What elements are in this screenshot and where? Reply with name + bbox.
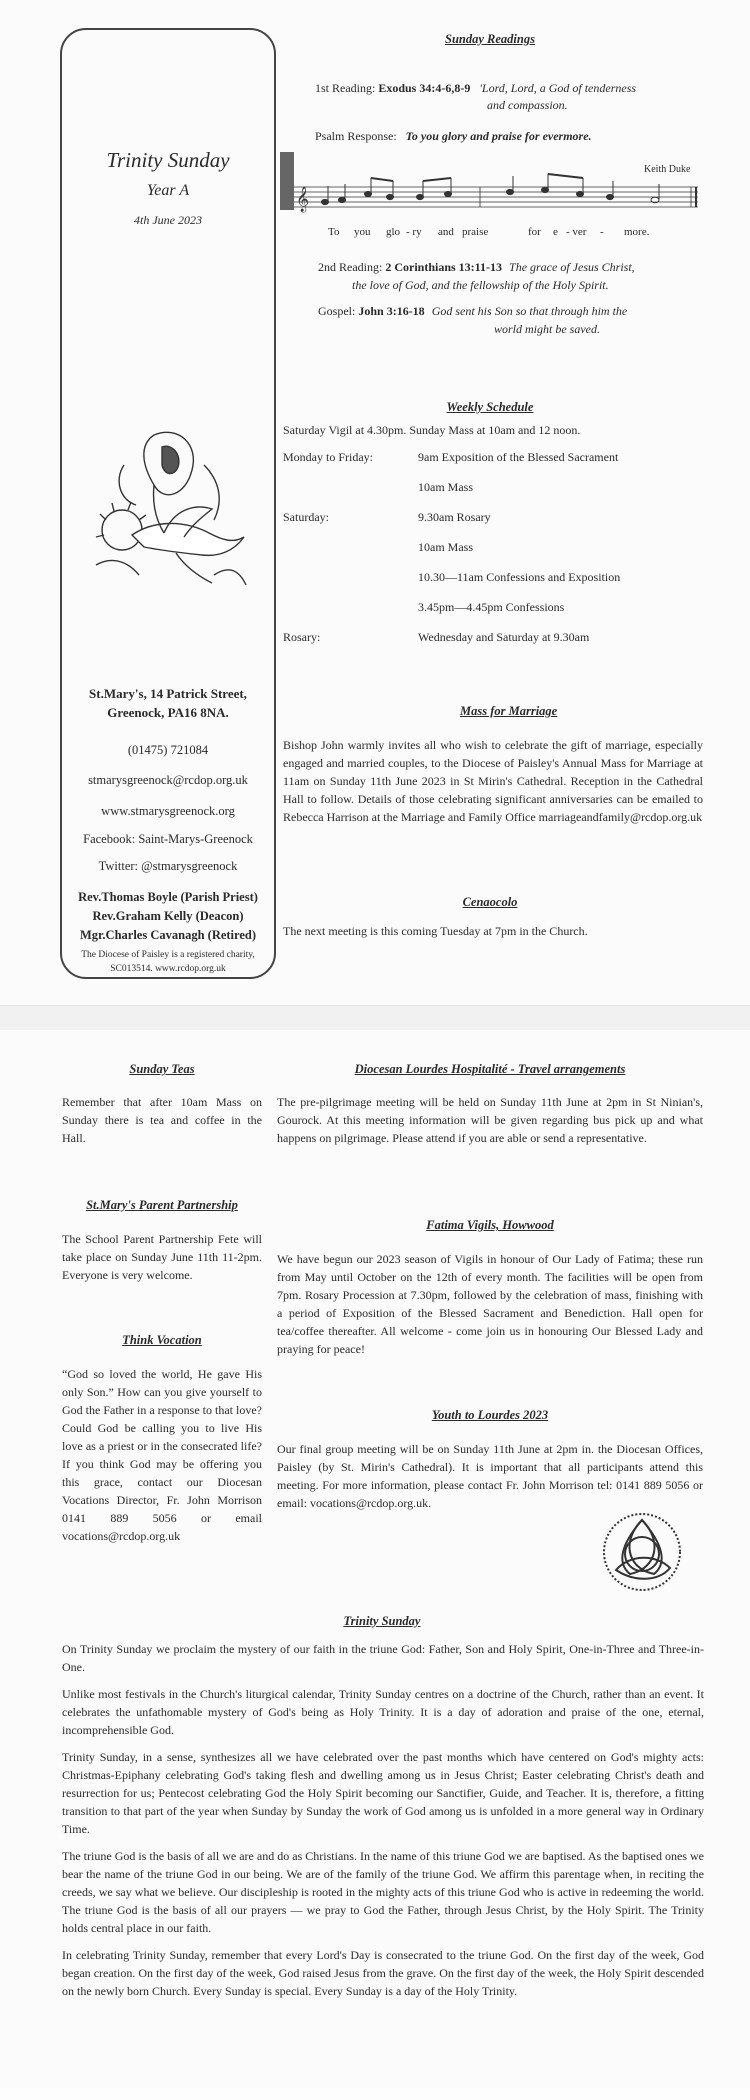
lyric-word: and — [438, 226, 454, 238]
lyric-word: for — [528, 226, 541, 238]
schedule-item: 10.30—11am Confessions and Exposition — [418, 569, 621, 584]
saturday-vigil-line: Saturday Vigil at 4.30pm. Sunday Mass at 10am and 12 noon. — [283, 423, 581, 437]
psalm-label: Psalm Response: — [315, 129, 397, 143]
parish-facebook[interactable]: Facebook: Saint-Marys-Greenock — [83, 832, 253, 846]
trinity-section — [62, 1614, 702, 1629]
weekly-schedule-heading-wrap — [280, 400, 700, 415]
parish-twitter[interactable]: Twitter: @stmarysgreenock — [98, 859, 238, 873]
second-reading-ref: 2 Corinthians 13:11-13 — [385, 260, 503, 274]
lyric-word: - ry — [406, 226, 422, 238]
youth-text: Our final group meeting will be on Sunday 11th June at 2pm in. the Diocesan Offices, Paisley (by St. Mirin's Cathedral). It is important that all participants attend this meeting. For more information, please contact Fr. John Morrison tel: 0141 889 5056 or email: vocations@rcdop.org.uk. — [277, 1442, 703, 1510]
fatima-heading: Fatima Vigils, Howwood — [426, 1218, 554, 1232]
feast-title: Trinity Sunday — [106, 148, 230, 172]
gospel-ref: John 3:16-18 — [358, 304, 425, 318]
schedule-day: Saturday: — [283, 509, 329, 524]
composer: Keith Duke — [644, 164, 691, 175]
sunday-readings-section — [280, 32, 700, 47]
schedule-heading: Weekly Schedule — [446, 400, 534, 414]
lyric-word: more. — [624, 226, 650, 238]
schedule-day — [283, 532, 418, 562]
vocation-section — [62, 1333, 262, 1348]
youth-heading: Youth to Lourdes 2023 — [431, 1408, 549, 1422]
clergy-list — [62, 888, 274, 944]
trinity-knot-icon — [600, 1510, 684, 1594]
trinity-paragraph: The triune God is the basis of all we are and do as Christians. In the name of this triune God we are baptised. As the baptised ones we bear the name of the triune God in our being. We are of the family of the triune God. We affirm this parentage when, in reciting the creeds, we say what we believe. Our discipleship is rooted in the mighty acts of this triune God who is active in redeeming the world. The triune God is the basis of all our prayers — we pray to God the Father, through Jesus Christ, by the Holy Spirit. The Trinity holds central place in our faith. — [62, 1849, 704, 1935]
charity-line-2: SC013514. www.rcdop.org.uk — [110, 964, 226, 975]
schedule-row — [283, 562, 620, 592]
second-reading-text-1: The grace of Jesus Christ, — [509, 260, 635, 274]
gospel-reading — [318, 302, 708, 338]
cenaocolo-heading: Cenaocolo — [462, 895, 518, 909]
second-reading-label: 2nd Reading: — [318, 260, 386, 274]
page-divider — [0, 1005, 750, 1032]
schedule-day — [283, 562, 418, 592]
readings-heading: Sunday Readings — [445, 32, 535, 46]
marriage-section — [280, 704, 700, 719]
trinity-paragraph: Trinity Sunday, in a sense, synthesizes all we have celebrated over the past months which have centered on God's mighty acts: Christmas-Epiphany celebrating God's taking flesh and dwelling among us in Jesus Christ; Easter celebrating Christ's death and resurrection for us; Pentecost celebrating God the Holy Spirit becoming our Sanctifier, Guide, and Teacher. It is, therefore, a fitting transition to that part of the year when Sunday by Sunday the work of God among us is unfolded in a more general way in Ordinary Time. — [62, 1750, 704, 1836]
vocation-text: “God so loved the world, He gave His only Son.” How can you give yourself to God the Father in a response to that love? Could God be calling you to live His love as a priest or in the consecrated life? If you think God may be offering you this grace, contact our Diocesan Vocations Director, Fr. John Morrison 0141 889 5056 or email vocations@rcdop.org.uk — [62, 1367, 262, 1543]
marriage-text: Bishop John warmly invites all who wish to celebrate the gift of marriage, especially engaged and married couples, to the Diocese of Paisley's Annual Mass for Marriage at 11am on Sunday 11th June 2023 in St Mirin's Cathedral. Reception in the Cathedral Hall to follow. Details of those celebrating significant anniversaries can be emailed to Rebecca Harrison at the Marriage and Family Office marriageandfamily@rcdop.org.uk — [283, 738, 703, 824]
trinity-paragraph: On Trinity Sunday we proclaim the mystery of our faith in the triune God: Father, Son and Holy Spirit, One-in-Three and Three-in-One. — [62, 1642, 704, 1674]
lourdes-heading: Diocesan Lourdes Hospitalité - Travel arrangements — [354, 1062, 626, 1076]
charity-notice — [62, 948, 274, 977]
cenaocolo-section — [280, 895, 700, 910]
lyric-word: you — [354, 226, 371, 238]
lyric-word: praise — [462, 226, 489, 238]
second-reading-text-2: the love of God, and the fellowship of the Holy Spirit. — [352, 278, 609, 292]
parish-address — [62, 685, 274, 723]
schedule-table — [283, 442, 620, 652]
schedule-row — [283, 472, 620, 502]
charity-line-1: The Diocese of Paisley is a registered charity, — [81, 950, 255, 960]
trinity-paragraph: Unlike most festivals in the Church's liturgical calendar, Trinity Sunday centres on a doctrine of the Church, rather than an event. It celebrates the unfathomable mystery of God's being as Holy Trinity. It is a day of adoration and praise of the one, eternal, incomprehensible God. — [62, 1687, 704, 1737]
teas-section — [62, 1062, 262, 1077]
first-reading-ref: Exodus 34:4-6,8-9 — [378, 81, 471, 95]
svg-text:𝄞: 𝄞 — [296, 187, 310, 212]
lyric-word: e — [553, 226, 558, 238]
schedule-row — [283, 442, 620, 472]
parent-heading: St.Mary's Parent Partnership — [86, 1198, 238, 1212]
schedule-row — [283, 532, 620, 562]
schedule-day — [283, 472, 418, 502]
psalm-text: To you glory and praise for evermore. — [405, 129, 592, 143]
liturgical-year: Year A — [146, 182, 190, 199]
first-reading-text-2: and compassion. — [487, 98, 568, 113]
address-line-1: St.Mary's, 14 Patrick Street, — [89, 686, 247, 701]
parish-email[interactable]: stmarysgreenock@rcdop.org.uk — [88, 773, 248, 787]
parent-text: The School Parent Partnership Fete will take place on Sunday June 11th 11-2pm. Everyone is very welcome. — [62, 1232, 262, 1282]
first-reading-label: 1st Reading: — [315, 81, 379, 95]
schedule-day: Monday to Friday: — [283, 449, 373, 464]
address-line-2: Greenock, PA16 8NA. — [107, 704, 229, 720]
lyric-word: - ver — [566, 226, 587, 238]
trinity-paragraph: In celebrating Trinity Sunday, remember that every Lord's Day is consecrated to the triune God. On the first day of the week, God began creation. On the first day of the week, God raised Jesus from the grave. On the first day of the week, the Holy Spirit descended on the newly born Church. Every Sunday is special. Every Sunday is a day of the Holy Trinity. — [62, 1948, 704, 1998]
teas-heading: Sunday Teas — [129, 1062, 195, 1076]
gospel-text-2: world might be saved. — [494, 322, 600, 336]
lyric-word: - — [600, 226, 604, 238]
schedule-item: 9.30am Rosary — [418, 509, 491, 524]
schedule-item: Wednesday and Saturday at 9.30am — [418, 629, 590, 644]
first-reading — [315, 80, 705, 115]
lourdes-section — [277, 1062, 703, 1077]
youth-section — [277, 1408, 703, 1423]
schedule-item: 9am Exposition of the Blessed Sacrament — [418, 449, 619, 464]
parent-section — [62, 1198, 262, 1213]
vocation-heading: Think Vocation — [122, 1333, 202, 1347]
trinity-body — [62, 1640, 704, 2000]
fatima-section — [277, 1218, 703, 1233]
lourdes-text: The pre-pilgrimage meeting will be held on Sunday 11th June at 2pm in St Ninian's, Gourock. At this meeting information will be given regarding bus pick up and what happens on pilgrimage. Please attend if you are able or send a representative. — [277, 1095, 703, 1145]
clergy-deacon: Rev.Graham Kelly (Deacon) — [92, 908, 244, 923]
schedule-day — [283, 592, 418, 622]
schedule-item: 10am Mass — [418, 539, 473, 554]
bulletin-date: 4th June 2023 — [134, 213, 202, 227]
first-reading-text-1: 'Lord, Lord, a God of tenderness — [479, 81, 637, 95]
parish-info-panel — [60, 28, 276, 979]
cenaocolo-text: The next meeting is this coming Tuesday at 7pm in the Church. — [283, 924, 588, 938]
lyric-word: To — [328, 226, 340, 238]
schedule-row — [283, 622, 620, 652]
marriage-heading: Mass for Marriage — [460, 704, 558, 718]
second-reading — [318, 258, 708, 294]
clergy-retired: Mgr.Charles Cavanagh (Retired) — [79, 927, 257, 942]
schedule-item: 3.45pm—4.45pm Confessions — [418, 599, 565, 614]
teas-text: Remember that after 10am Mass on Sunday there is tea and coffee in the Hall. — [62, 1095, 262, 1145]
clergy-parish-priest: Rev.Thomas Boyle (Parish Priest) — [78, 890, 258, 904]
schedule-day: Rosary: — [283, 629, 321, 644]
gospel-text-1: God sent his Son so that through him the — [431, 304, 628, 318]
parish-website[interactable]: www.stmarysgreenock.org — [101, 804, 235, 818]
parish-phone: (01475) 721084 — [127, 743, 209, 757]
schedule-row — [283, 502, 620, 532]
dove-and-crown-illustration-icon — [84, 425, 252, 595]
schedule-row — [283, 592, 620, 622]
trinity-heading: Trinity Sunday — [343, 1614, 421, 1628]
schedule-item: 10am Mass — [418, 479, 473, 494]
psalm-response — [315, 129, 592, 144]
fatima-text: We have begun our 2023 season of Vigils in honour of Our Lady of Fatima; these run from May until October on the 12th of every month. The facilities will be open from 7pm. Rosary Procession at 7.30pm, followed by the celebration of mass, finishing with a period of Exposition of the Blessed Sacrament and Benediction. Hall open for tea/coffee thereafter. All welcome - come join us in honouring Our Blessed Lady and praying for peace! — [277, 1252, 703, 1356]
gospel-label: Gospel: — [318, 304, 359, 318]
lyric-word: glo — [386, 226, 401, 238]
